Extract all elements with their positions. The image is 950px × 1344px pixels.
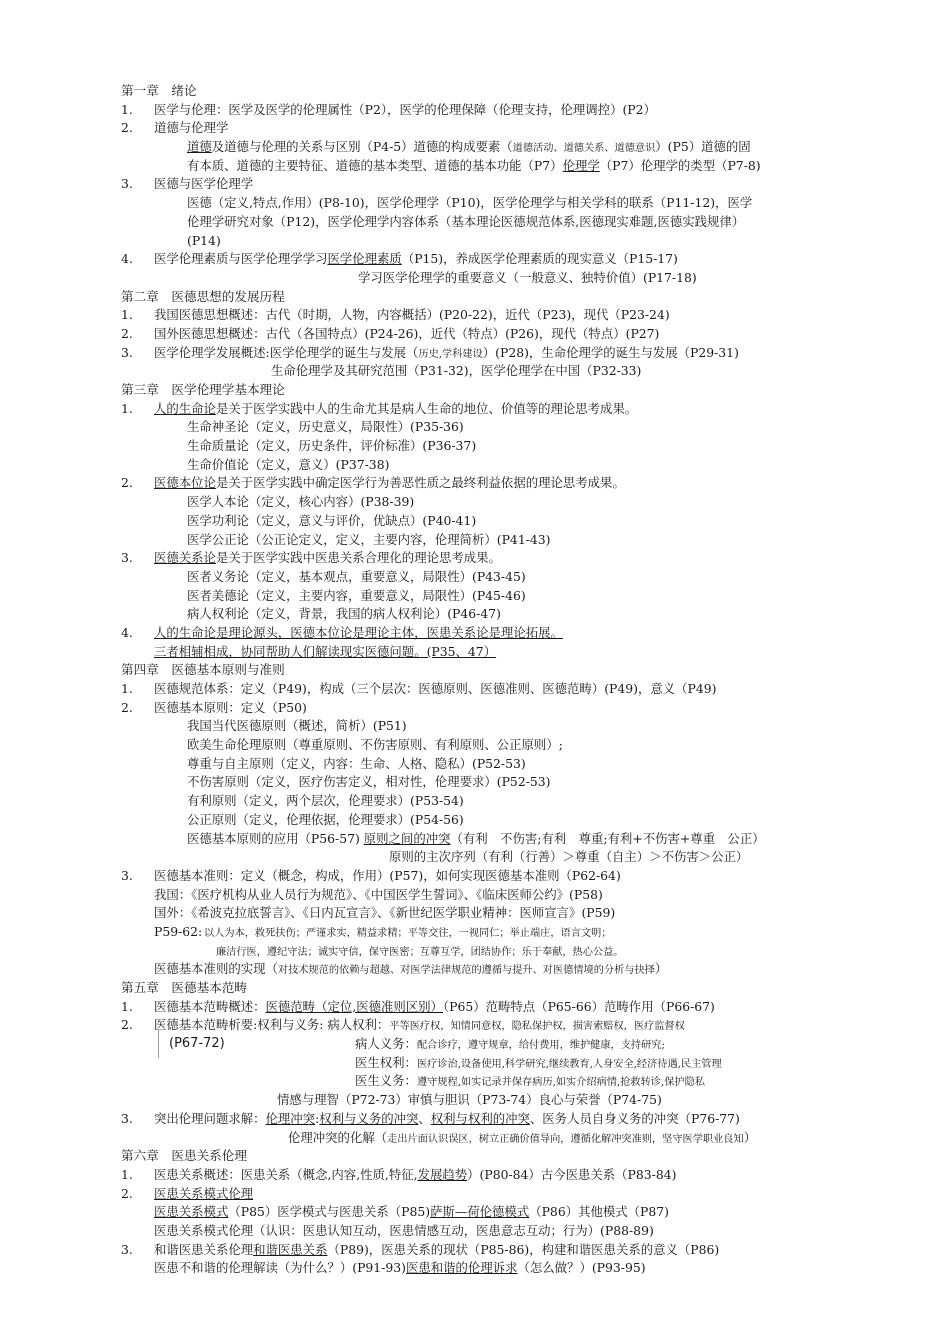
sub-line: 医者义务论（定义，基本观点，重要意义，局限性）(P43-45) <box>187 568 526 584</box>
sub-line: 医患关系模式（P85）医学模式与医患关系（P85)萨斯—荷伦德模式（P86）其他模式（P87) <box>154 1204 669 1220</box>
item-text: 医德与医学伦理学 <box>154 176 254 192</box>
sub-line: 伦理学研究对象（P12)，医学伦理学内容体系（基本理论医德规范体系,医德现实难题,医德实践规律） <box>187 213 745 229</box>
list-item: 3. 医德关系论是关于医学实践中医患关系合理化的理论思考成果。 <box>121 550 501 566</box>
key-term: 原则之间的冲突 <box>363 830 451 846</box>
sub-line: 医患不和谐的伦理解读（为什么？）(P91-93)医患和谐的伦理诉求（怎么做？）(P93-95) <box>154 1260 646 1276</box>
key-term: 人的生命论 <box>154 400 216 416</box>
sub-line: 原则的主次序列（有利（行善）＞尊重（自主）＞不伤害＞公正） <box>389 849 749 865</box>
sub-line: 医德基本准则的实现（对技术规范的依赖与超越、对医学法律规范的遵循与提升、对医德情境的分析与抉择） <box>154 961 668 977</box>
key-term: 权利与义务的冲突 <box>319 1110 419 1126</box>
sub-line: 我国：《医疗机构从业人员行为规范》、《中国医学生誓词》、《临床医师公约》(P58) <box>154 886 603 902</box>
sub-line: 医学功利论（定义，意义与评价，优缺点）(P40-41) <box>187 512 477 528</box>
sub-line: 尊重与自主原则（定义，内容：生命、人格、隐私）(P52-53) <box>187 755 526 771</box>
list-item: 4. 人的生命论是理论源头，医德本位论是理论主体，医患关系论是理论拓展。 <box>121 624 563 640</box>
sub-line: P59-62: 以人为本，救死扶伤；严谨求实，精益求精；平等交往，一视同仁；举止端庄，语言文明； <box>154 923 612 939</box>
sub-line: 病人义务：配合诊疗，遵守规章，给付费用，维护健康，支持研究; <box>355 1036 665 1052</box>
sub-line: 伦理冲突的化解（走出片面认识误区，树立正确价值导向，遵循化解冲突准则，坚守医学职业良知） <box>288 1129 757 1145</box>
list-item <box>121 101 836 120</box>
list-item: 2. 医患关系模式伦理 <box>121 1185 254 1201</box>
sub-line: 有利原则（定义，两个层次，伦理要求）(P53-54) <box>187 793 464 809</box>
key-term: 医患和谐的伦理诉求 <box>405 1260 518 1276</box>
sub-line: 欧美生命伦理原则（尊重原则、不伤害原则、有利原则、公正原则）; <box>187 737 563 753</box>
chapter-heading: 第四章 医德基本原则与准则 <box>121 662 285 678</box>
sub-line: 不伤害原则（定义，医疗伤害定义，相对性，伦理要求）(P52-53) <box>187 774 551 790</box>
key-term: 和谐医患关系 <box>253 1241 328 1257</box>
sub-line: (P14) <box>187 232 221 248</box>
outline-content <box>121 82 836 1278</box>
item-number: 3. <box>121 176 133 192</box>
list-item: 1. 医患关系概述：医患关系（概念,内容,性质,特征,发展趋势）(P80-84）古今医患关系（P83-84) <box>121 1166 677 1182</box>
key-term: 医患关系模式伦理 <box>154 1185 254 1201</box>
list-item: 3. 医德基本准则：定义（概念，构成，作用）(P57)，如何实现医德基本准则（P62-64) <box>121 867 621 883</box>
item-number: 4. <box>121 251 133 267</box>
list-item: 4. 医学伦理素质与医学伦理学学习医学伦理素质（P15)，养成医学伦理素质的现实意义（P15-17) <box>121 250 836 269</box>
key-term: 伦理冲突 <box>265 1110 316 1126</box>
sub-line: 我国当代医德原则（概述，简析）(P51) <box>187 718 407 734</box>
key-term: 伦理学 <box>562 157 600 173</box>
chapter-heading: 第五章 医德基本范畴 <box>121 980 247 995</box>
key-term: 萨斯—荷伦德模式 <box>430 1204 530 1220</box>
list-item: 1. 医德规范体系：定义（P49)，构成（三个层次：医德原则、医德准则、医德范畴）(P49)，意义（P49) <box>121 681 717 696</box>
key-term: 医德关系论 <box>154 550 216 566</box>
sub-line: 病人权利论（定义，背景，我国的病人权利论）(P46-47) <box>187 606 501 622</box>
key-term: 道德 <box>187 139 212 155</box>
list-item <box>121 119 836 138</box>
sub-line: 医学人本论（定义，核心内容）(P38-39) <box>187 494 415 510</box>
list-item: 2. 国外医德思想概述：古代（各国特点）(P24-26)，近代（特点）(P26)，现代（特点）(P27) <box>121 325 660 341</box>
sub-line: 医者美德论（定义，主要内容，重要意义，局限性）(P45-46) <box>187 587 526 603</box>
sub-line: 医患关系模式伦理（认识：医患认知互动，医患情感互动，医患意志互动；行为）(P88-89) <box>154 1222 654 1238</box>
sub-line: 医学公正论（公正论定义，定义，主要内容，伦理简析）(P41-43) <box>187 531 551 547</box>
sub-line: 国外：《希波克拉底誓言》、《日内瓦宣言》、《新世纪医学职业精神：医师宣言》(P59) <box>154 905 616 921</box>
sub-line: 有本质、道德的主要特征、道德的基本类型、道德的基本功能（P7）伦理学（P7）伦理学的类型（P7-8) <box>187 157 761 173</box>
key-term: 医学伦理素质 <box>327 251 402 267</box>
sub-line: 生命神圣论（定义，历史意义，局限性）(P35-36) <box>187 419 464 435</box>
list-item: 3. 突出伦理问题求解：伦理冲突:权利与义务的冲突、权利与权利的冲突、医务人员自身义务的冲突（P76-77) <box>121 1110 740 1126</box>
list-item: 3. 医学伦理学发展概述:医学伦理学的诞生与发展（历史,学科建设）(P28)，生命伦理学的诞生与发展（P29-31) <box>121 344 739 360</box>
page-range-box: (P67-72) <box>158 1030 247 1058</box>
chapter-heading: 第二章 医德思想的发展历程 <box>121 288 285 304</box>
list-item: 3. 和谐医患关系伦理和谐医患关系（P89)，医患关系的现状（P85-86)，构建和谐医患关系的意义（P86) <box>121 1241 720 1257</box>
key-term: 医患关系模式 <box>154 1204 229 1220</box>
sub-line: 生命价值论（定义，意义）(P37-38) <box>187 456 390 472</box>
key-term: 医德范畴（定位,医德准则区别） <box>265 998 443 1014</box>
list-item: 2. 医德基本范畴析要:权利与义务: 病人权利：平等医疗权，知情同意权，隐私保护权，损害索赔权，医疗监督权 <box>121 1017 685 1033</box>
sub-line: 医生义务：遵守规程,如实记录并保存病历,如实介绍病情,抢救转诊,保护隐私 <box>355 1073 705 1089</box>
sub-line: 生命伦理学及其研究范围（P31-32)，医学伦理学在中国（P32-33) <box>271 363 642 379</box>
sub-line: 学习医学伦理学的重要意义（一般意义、独特价值）(P17-18) <box>358 269 697 285</box>
sub-line: 医德基本原则的应用（P56-57) 原则之间的冲突（有利 不伤害;有利 尊重;有利+不伤害+尊重 公正） <box>187 830 765 846</box>
sub-line: 道德及道德与伦理的关系与区别（P4-5）道德的构成要素（道德活动、道德关系、道德意识）(P5）道德的固 <box>187 139 751 155</box>
sub-line: 三者相辅相成，协同帮助人们解读现实医德问题。(P35、47） <box>154 643 497 659</box>
chapter-heading: 第一章 绪论 <box>121 83 197 98</box>
list-item: 1. 医德基本范畴概述：医德范畴（定位,医德准则区别）（P65）范畴特点（P65-66）范畴作用（P66-67) <box>121 998 715 1014</box>
list-item: 1. 人的生命论是关于医学实践中人的生命尤其是病人生命的地位、价值等的理论思考成果。 <box>121 400 638 416</box>
list-item: 1. 我国医德思想概述：古代（时期，人物，内容概括）(P20-22)，近代（P23)，现代（P23-24) <box>121 307 670 323</box>
key-term: 权利与权利的冲突 <box>430 1110 530 1126</box>
sub-line: 公正原则（定义，伦理依据，伦理要求）(P54-56) <box>187 811 464 827</box>
item-text: 道德与伦理学 <box>154 120 229 136</box>
list-item: 2. 医德基本原则：定义（P50) <box>121 699 307 715</box>
item-number: 2. <box>121 120 133 136</box>
key-term: 发展趋势 <box>417 1166 468 1182</box>
sub-line: 生命质量论（定义，历史条件，评价标准）(P36-37) <box>187 438 477 454</box>
item-text: 医学与伦理：医学及医学的伦理属性（P2），医学的伦理保障（伦理支持，伦理调控）(P2） <box>154 101 656 117</box>
sub-line: 廉洁行医，遵纪守法；诚实守信，保守医密；互尊互学，团结协作；乐于奉献，热心公益。 <box>216 946 624 958</box>
item-number: 1. <box>121 101 133 117</box>
sub-line: 情感与理智（P72-73）审慎与胆识（P73-74）良心与荣誉（P74-75) <box>277 1092 662 1108</box>
chapter-heading: 第六章 医患关系伦理 <box>121 1148 247 1164</box>
chapter-heading: 第三章 医学伦理学基本理论 <box>121 382 285 397</box>
sub-line: 医生权利：医疗诊治,设备使用,科学研究,继续教育,人身安全,经济待遇,民主管理 <box>355 1054 722 1070</box>
list-item: 2. 医德本位论是关于医学实践中确定医学行为善恶性质之最终利益依据的理论思考成果。 <box>121 475 625 491</box>
sub-line: 医德（定义,特点,作用）(P8-10)，医学伦理学（P10)，医学伦理学与相关学科的联系（P11-12)，医学 <box>187 195 753 211</box>
list-item <box>121 175 836 194</box>
summary-text: 人的生命论是理论源头，医德本位论是理论主体，医患关系论是理论拓展。 <box>154 624 563 640</box>
key-term: 医德本位论 <box>154 475 216 491</box>
